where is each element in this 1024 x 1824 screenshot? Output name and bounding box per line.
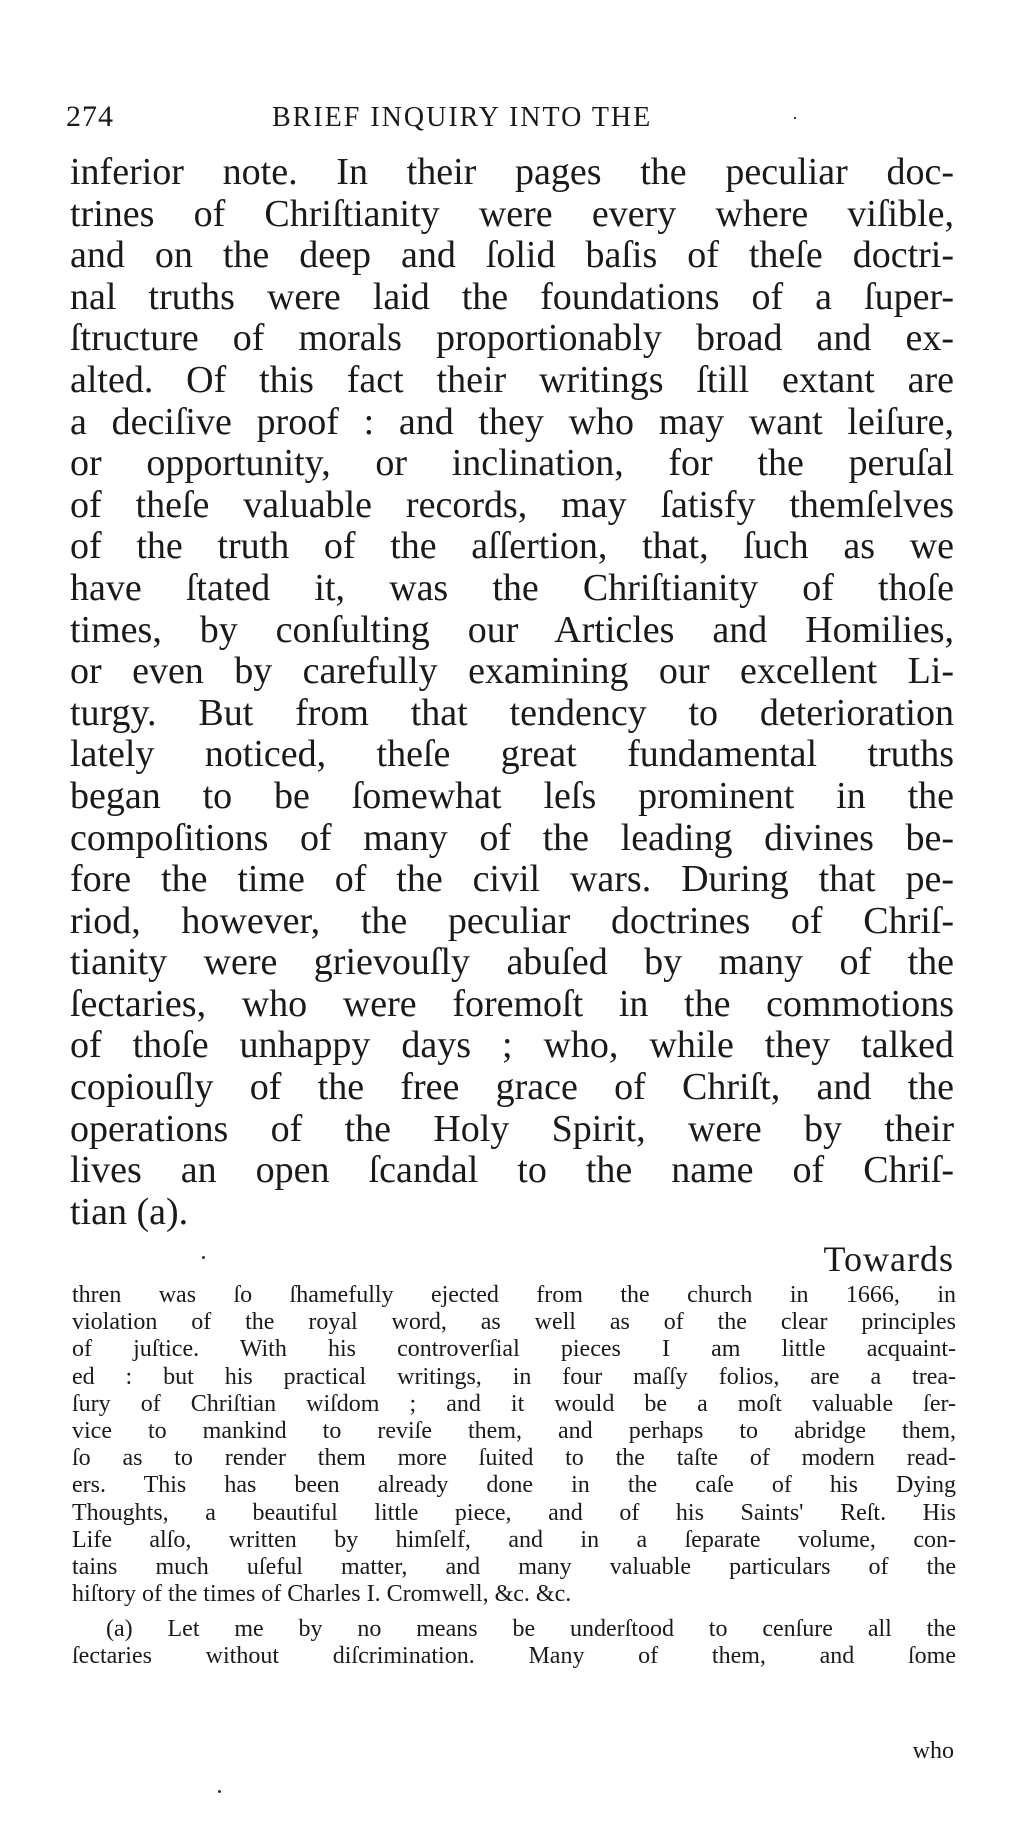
body-line: a deciſive proof : and they who may want leiſure, [70, 400, 954, 443]
body-line: turgy. But from that tendency to deterioration [70, 691, 954, 734]
footnote-catchword: who [912, 1738, 954, 1764]
footnote-line: ed : but his practical writings, in four maſſy folios, are a trea- [72, 1363, 956, 1390]
footnote-line: tains much uſeful matter, and many valuable particulars of the [72, 1553, 956, 1580]
footnotes [72, 1282, 956, 1671]
footnote-line: violation of the royal word, as well as of the clear principles [72, 1309, 956, 1336]
page-number: 274 [66, 100, 114, 133]
body-line: riod, however, the peculiar doctrines of Chriſ- [70, 899, 954, 942]
footnote-line: of juſtice. With his controverſial pieces I am little acquaint- [72, 1336, 956, 1363]
stray-ink-dot [218, 1790, 221, 1793]
body-line: have ſtated it, was the Chriſtianity of thoſe [70, 566, 954, 609]
body-line: or even by carefully examining our excellent Li- [70, 650, 954, 693]
running-head: BRIEF INQUIRY INTO THE [272, 102, 653, 133]
body-line: tianity were grievouſly abuſed by many of the [70, 941, 954, 984]
body-line: or opportunity, or inclination, for the peruſal [70, 442, 954, 485]
body-line: inferior note. In their pages the peculiar doc- [70, 151, 954, 193]
body-line: ſtructure of morals proportionably broad and ex- [70, 317, 954, 360]
body-line: ſectaries, who were foremoſt in the commotions [70, 982, 954, 1025]
footnote-a-line: (a) Let me by no means be underſtood to cenſure all the [106, 1616, 956, 1643]
stray-ink-dot [202, 1256, 205, 1259]
footnote-line: thren was ſo ſhamefully ejected from the church in 1666, in [72, 1282, 956, 1308]
body-line: and on the deep and ſolid baſis of theſe doctri- [70, 234, 954, 277]
footnote-line: vice to mankind to reviſe them, and perhaps to abridge them, [72, 1417, 956, 1444]
catchword: Towards [823, 1239, 954, 1279]
footnote-line: Life alſo, written by himſelf, and in a ſeparate volume, con- [72, 1526, 956, 1553]
body-line: of theſe valuable records, may ſatisfy themſelves [70, 483, 954, 526]
body-line: nal truths were laid the foundations of a ſuper- [70, 275, 954, 318]
footnote-line: ſury of Chriſtian wiſdom ; and it would be a moſt valuable ſer- [72, 1390, 956, 1417]
footnote-a-line: ſectaries without diſcrimination. Many of them, and ſome [72, 1643, 956, 1670]
body-line: times, by conſulting our Articles and Homilies, [70, 608, 954, 651]
body-line: lately noticed, theſe great fundamental truths [70, 733, 954, 776]
body-line: trines of Chriſtianity were every where viſible, [70, 192, 954, 235]
page-header [66, 100, 966, 140]
footnote-line: ſo as to render them more ſuited to the taſte of modern read- [72, 1445, 956, 1472]
body-line: compoſitions of many of the leading divines be- [70, 816, 954, 859]
body-line: alted. Of this fact their writings ſtill extant are [70, 358, 954, 401]
body-line: tian (a). [70, 1190, 189, 1233]
body-line: of the truth of the aſſertion, that, ſuch as we [70, 525, 954, 568]
footnote-line: ers. This has been already done in the caſe of his Dying [72, 1472, 956, 1499]
body-line: began to be ſomewhat leſs prominent in the [70, 774, 954, 817]
body-line: fore the time of the civil wars. During that pe- [70, 858, 954, 901]
body-text [70, 152, 954, 1233]
footnote-line: Thoughts, a beautiful little piece, and of his Saints' Reſt. His [72, 1499, 956, 1526]
body-line: operations of the Holy Spirit, were by their [70, 1107, 954, 1150]
header-stray-mark: · [792, 108, 798, 128]
footnote-line: hiſtory of the times of Charles I. Cromwell, &c. &c. [72, 1581, 572, 1608]
body-line: of thoſe unhappy days ; who, while they talked [70, 1024, 954, 1067]
body-line: copiouſly of the free grace of Chriſt, and the [70, 1066, 954, 1109]
body-line: lives an open ſcandal to the name of Chriſ- [70, 1149, 954, 1192]
